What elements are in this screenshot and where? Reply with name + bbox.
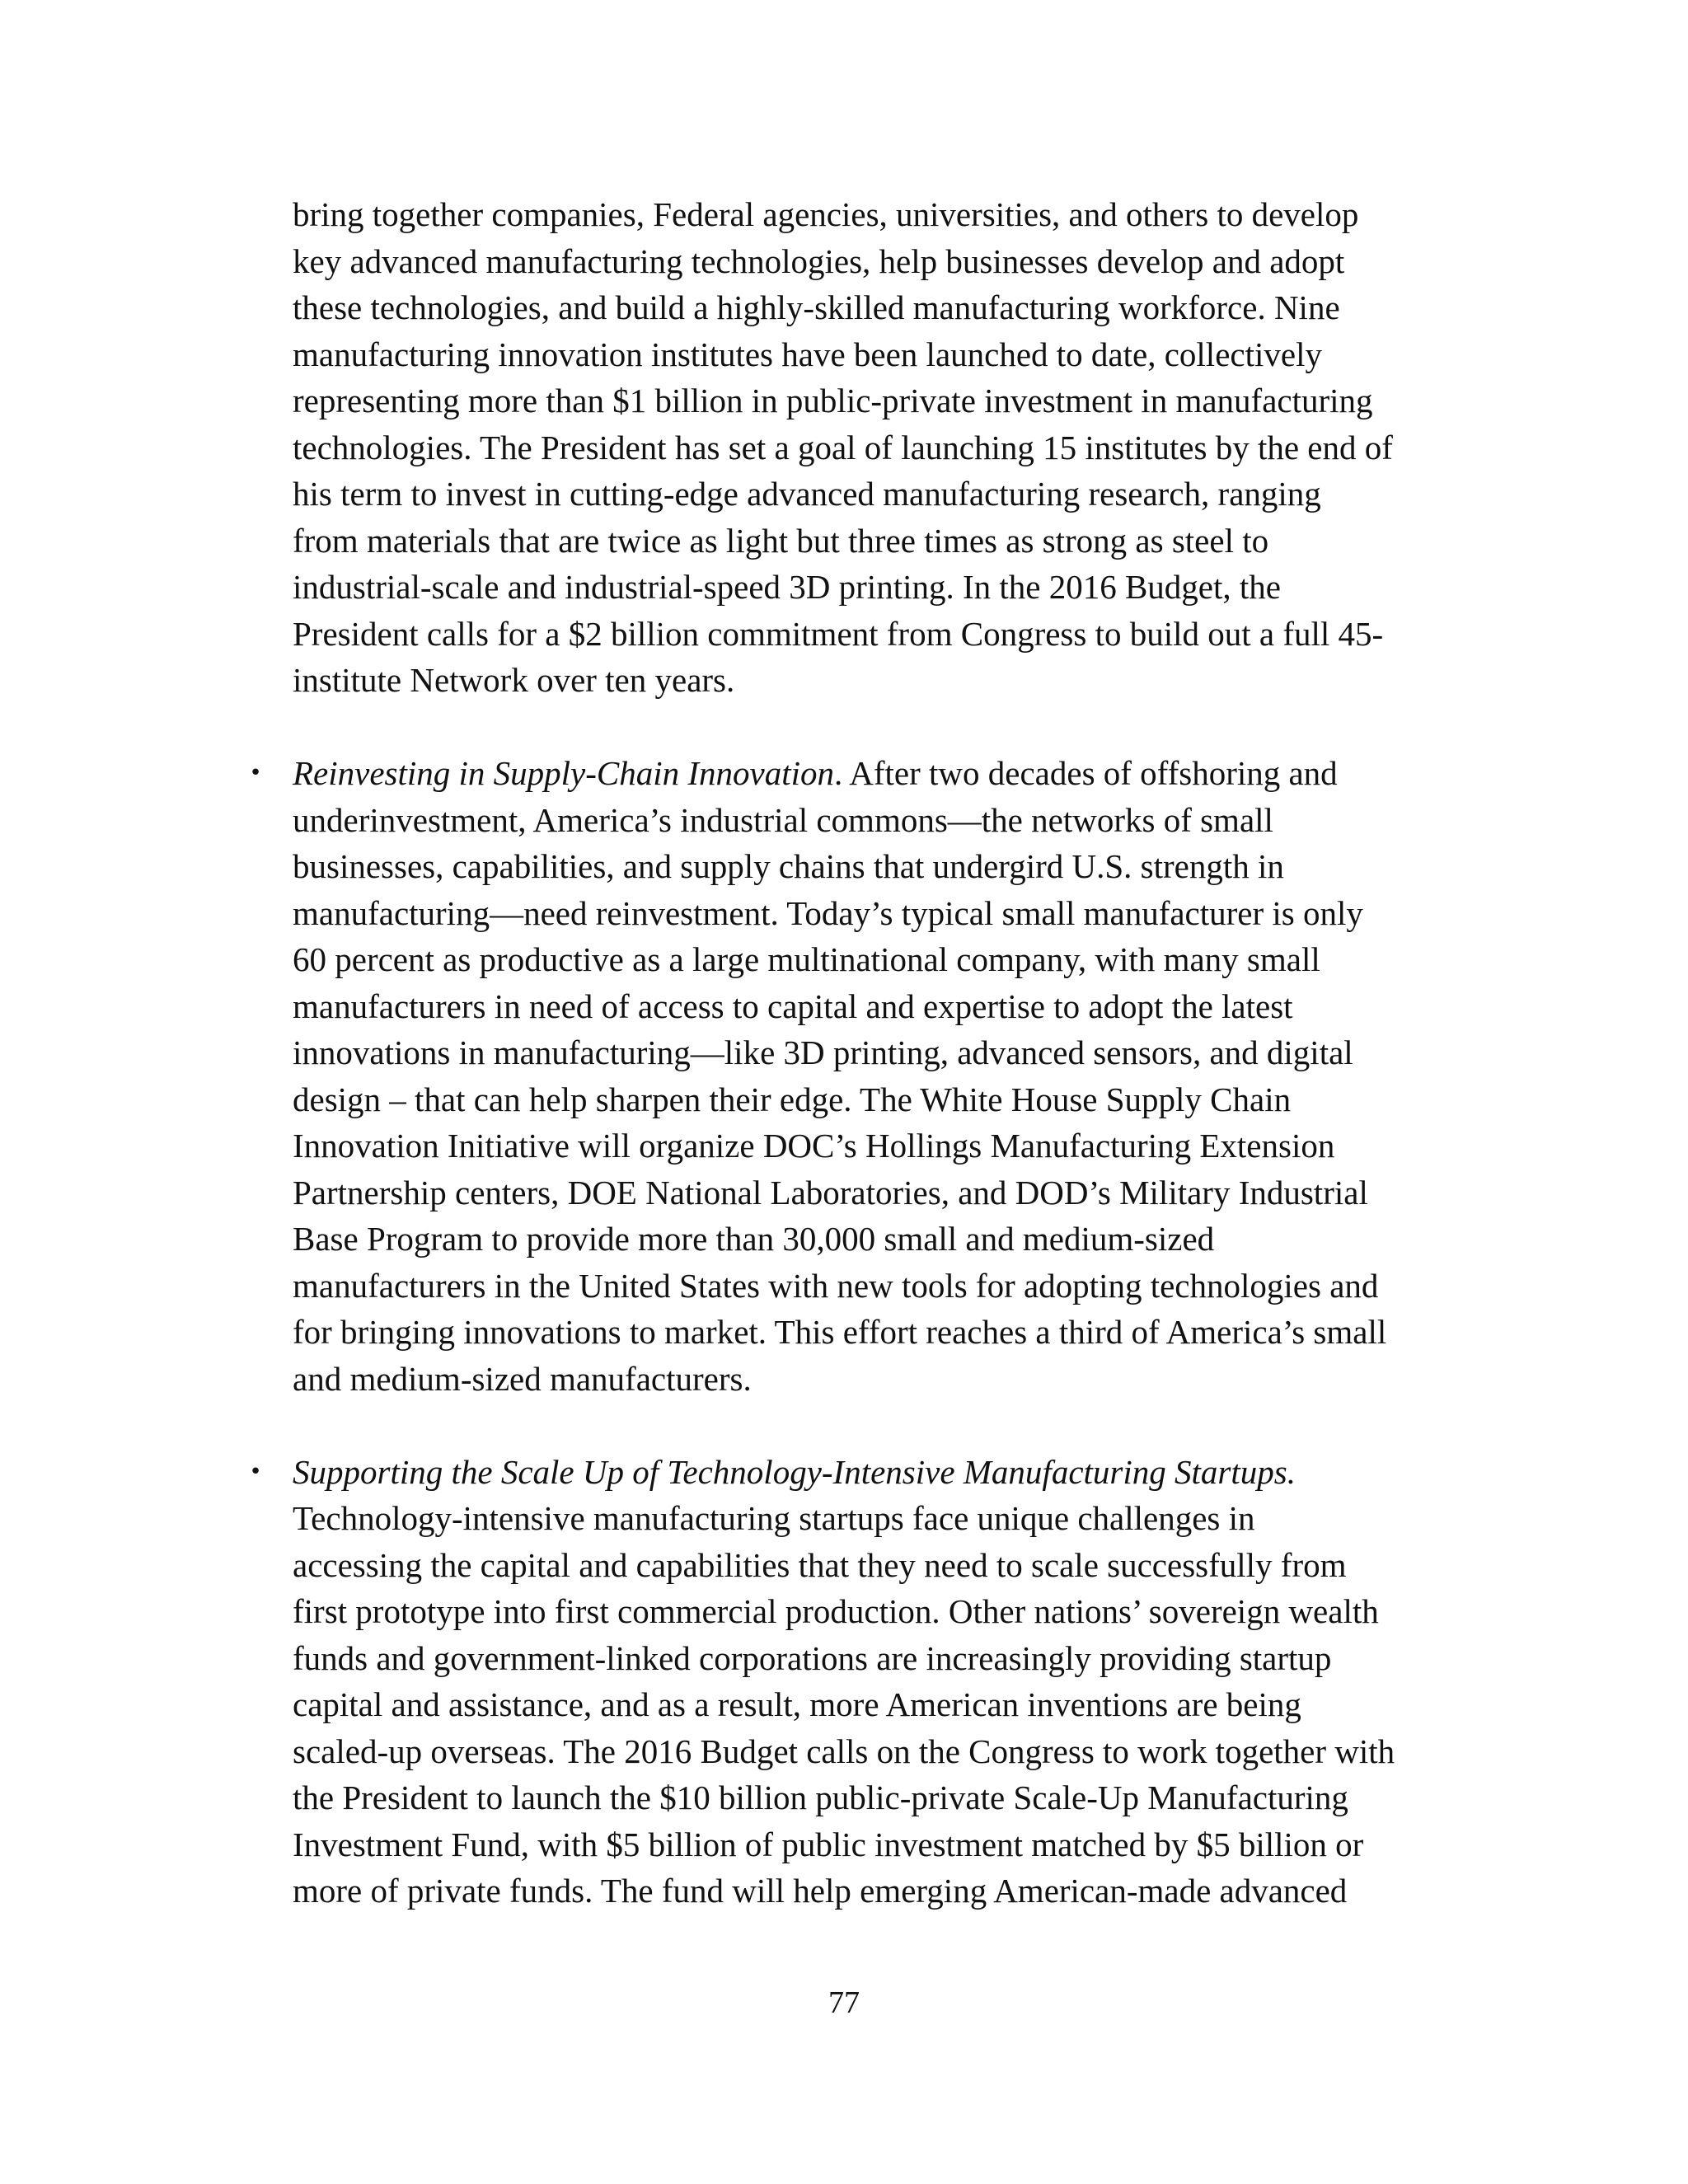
page-number: 77: [828, 1985, 860, 2020]
bullet-icon: •: [249, 1459, 262, 1484]
text-line: first prototype into first commercial production. Other nations’ sovereign wealth: [293, 1592, 1379, 1630]
bullet-icon: •: [249, 761, 262, 785]
intro-paragraph: [293, 191, 1471, 704]
text-line: and medium-sized manufacturers.: [293, 1359, 752, 1398]
text-line: manufacturing innovation institutes have been launched to date, collectively: [293, 335, 1322, 373]
bullet-paragraph: [293, 1449, 1471, 1915]
text-line: innovations in manufacturing—like 3D printing, advanced sensors, and digital: [293, 1033, 1353, 1071]
text-line: industrial-scale and industrial-speed 3D printing. In the 2016 Budget, the: [293, 568, 1281, 606]
text-line: accessing the capital and capabilities that they need to scale successfully from: [293, 1545, 1347, 1584]
text-line: Innovation Initiative will organize DOC’s Hollings Manufacturing Extension: [293, 1127, 1335, 1165]
text-line: 60 percent as productive as a large multinational company, with many small: [293, 940, 1320, 978]
text-line: manufacturers in the United States with new tools for adopting technologies and: [293, 1266, 1379, 1305]
text-line: capital and assistance, and as a result, more American inventions are being: [293, 1685, 1301, 1723]
text-line: [293, 750, 1471, 797]
text-line: bring together companies, Federal agencies, universities, and others to develop: [293, 195, 1359, 233]
bullet-item-supply-chain: [249, 750, 1471, 1402]
text-line: manufacturers in need of access to capital and expertise to adopt the latest: [293, 987, 1293, 1025]
text-line: design – that can help sharpen their edge. The White House Supply Chain: [293, 1080, 1292, 1118]
text-line: [293, 1449, 1471, 1496]
text-line: funds and government-linked corporations are increasingly providing startup: [293, 1638, 1332, 1677]
bullet-lead: Supporting the Scale Up of Technology-Intensive Manufacturing Startups.: [293, 1452, 1296, 1491]
text-line: from materials that are twice as light but three times as strong as steel to: [293, 521, 1269, 560]
text-line: key advanced manufacturing technologies, help businesses develop and adopt: [293, 241, 1345, 280]
text-line: institute Network over ten years.: [293, 661, 735, 699]
bullet-item-scale-up: [249, 1449, 1471, 1915]
text-line: Investment Fund, with $5 billion of public investment matched by $5 billion or: [293, 1825, 1364, 1863]
bullet-lead: Reinvesting in Supply-Chain Innovation: [293, 754, 835, 792]
text-line: President calls for a $2 billion commitment from Congress to build out a full 45-: [293, 614, 1384, 653]
bullet-paragraph: [293, 750, 1471, 1402]
text-line: underinvestment, America’s industrial commons—the networks of small: [293, 800, 1273, 839]
text-line: these technologies, and build a highly-skilled manufacturing workforce. Nine: [293, 288, 1340, 326]
text-line: manufacturing—need reinvestment. Today’s typical small manufacturer is only: [293, 893, 1363, 932]
text-line: more of private funds. The fund will help emerging American-made advanced: [293, 1872, 1348, 1910]
text-line: scaled-up overseas. The 2016 Budget calls on the Congress to work together with: [293, 1732, 1395, 1770]
text-line: his term to invest in cutting-edge advanced manufacturing research, ranging: [293, 475, 1321, 513]
text-line: technologies. The President has set a goal of launching 15 institutes by the end of: [293, 428, 1393, 466]
text-line: Technology-intensive manufacturing startups face unique challenges in: [293, 1499, 1255, 1537]
bullet-first-line-rest: . After two decades of offshoring and: [834, 754, 1338, 792]
text-line: businesses, capabilities, and supply chains that undergird U.S. strength in: [293, 847, 1284, 885]
page-body: [249, 191, 1471, 1915]
text-line: the President to launch the $10 billion public-private Scale-Up Manufacturing: [293, 1779, 1348, 1816]
text-line: representing more than $1 billion in public-private investment in manufacturing: [293, 382, 1373, 419]
text-line: Base Program to provide more than 30,000 small and medium-sized: [293, 1220, 1215, 1258]
text-line: for bringing innovations to market. This effort reaches a third of America’s small: [293, 1313, 1387, 1351]
text-line: Partnership centers, DOE National Laboratories, and DOD’s Military Industrial: [293, 1173, 1368, 1212]
